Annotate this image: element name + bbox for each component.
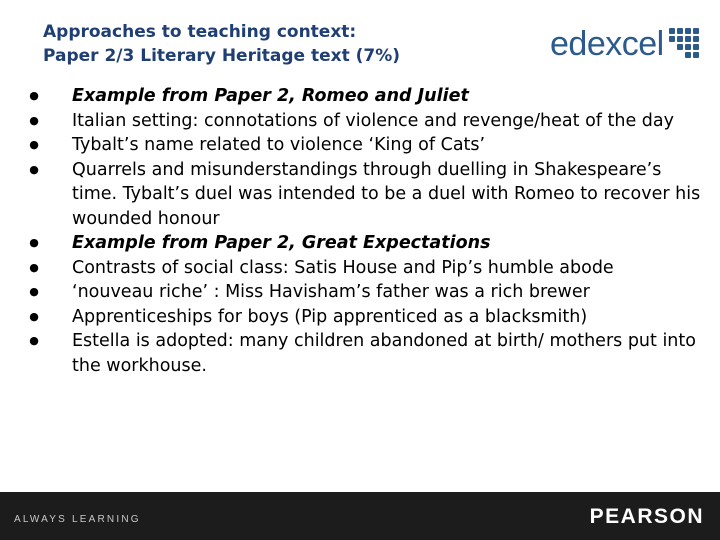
bullet-text: Example from Paper 2, Great Expectations [72, 233, 491, 253]
edexcel-logo [550, 22, 699, 66]
bullet-item [28, 158, 708, 232]
bullet-text: Contrasts of social class: Satis House and Pip’s humble abode [72, 257, 614, 278]
bullet-text: Italian setting: connotations of violence and revenge/heat of the day [72, 110, 674, 131]
bullet-list [28, 84, 708, 378]
bullet-dot-icon: ● [29, 89, 39, 102]
bullet-text: Estella is adopted: many children abandoned at birth/ mothers put into the workhouse. [72, 331, 696, 376]
bullet-item [28, 109, 708, 134]
bullet-item [28, 84, 708, 109]
logo-wordmark: edexcel [550, 25, 664, 63]
bullet-dot-icon: ● [29, 113, 39, 127]
bullet-item [28, 256, 708, 281]
bullet-dot-icon: ● [29, 236, 39, 249]
logo-grid-icon [669, 28, 699, 60]
bullet-text: ‘nouveau riche’ : Miss Havisham’s father was a rich brewer [72, 282, 590, 302]
bullet-item [28, 329, 708, 378]
bullet-dot-icon: ● [29, 260, 39, 274]
footer-bar [0, 492, 720, 540]
bullet-dot-icon: ● [29, 285, 39, 298]
bullet-dot-icon: ● [29, 309, 39, 323]
title-line-1: Approaches to teaching context: [43, 22, 357, 42]
pearson-logo: PEARSON [589, 505, 704, 528]
title-line-2: Paper 2/3 Literary Heritage text (7%) [43, 46, 401, 66]
bullet-item [28, 305, 708, 330]
bullet-item [28, 280, 708, 305]
slide-title [43, 20, 513, 68]
bullet-item [28, 231, 708, 256]
bullet-text: Apprenticeships for boys (Pip apprenticed as a blacksmith) [72, 306, 588, 327]
bullet-text: Tybalt’s name related to violence ‘King of Cats’ [72, 135, 486, 155]
bullet-item [28, 133, 708, 158]
bullet-dot-icon: ● [29, 162, 39, 176]
bullet-dot-icon: ● [29, 334, 39, 347]
bullet-dot-icon: ● [29, 138, 39, 151]
bullet-text: Example from Paper 2, Romeo and Juliet [72, 86, 469, 106]
footer-tagline: ALWAYS LEARNING [14, 514, 141, 525]
bullet-text: Quarrels and misunderstandings through duelling in Shakespeare’s time. Tybalt’s duel was intended to be a duel with Romeo to recover his wounded honour [72, 159, 701, 229]
